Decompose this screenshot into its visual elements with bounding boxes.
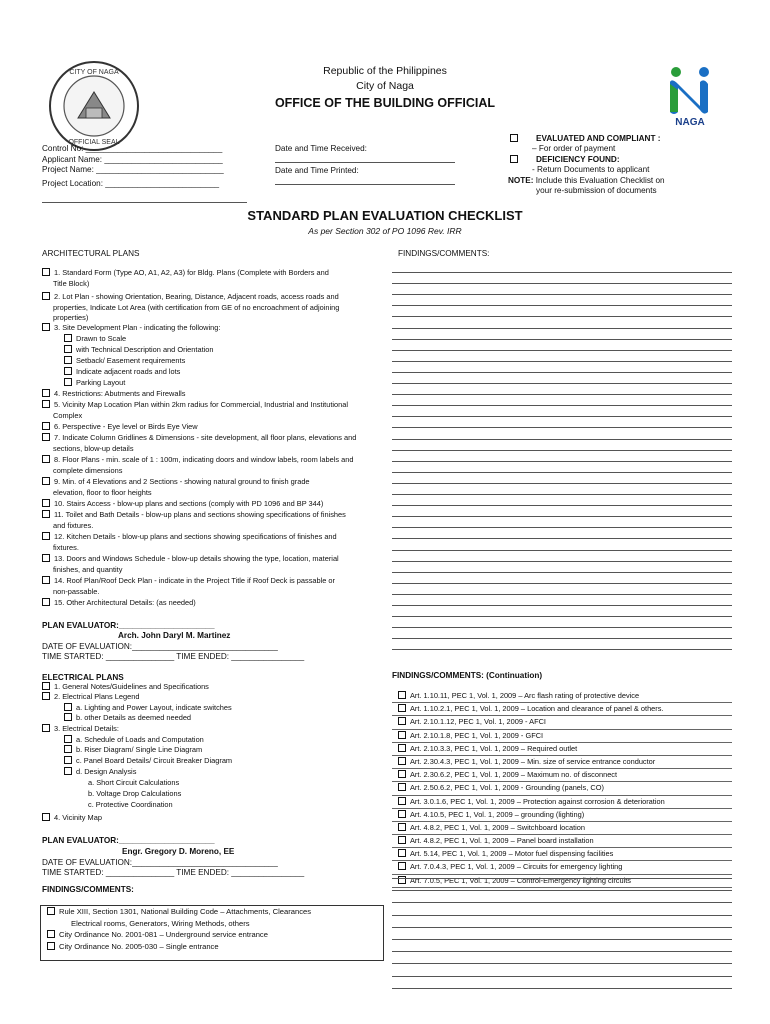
findings-line[interactable] [392, 394, 732, 395]
article-label: Art. 3.0.1.6, PEC 1, Vol. 1, 2009 – Protection against corrosion & deterioration [410, 796, 665, 806]
findings-line[interactable] [392, 461, 732, 462]
findings-line[interactable] [392, 405, 732, 406]
checkbox-icon[interactable] [398, 744, 406, 752]
article-label: Art. 4.8.2, PEC 1, Vol. 1, 2009 – Switchboard location [410, 822, 586, 832]
elec-sub-3d3: c. Protective Coordination [88, 800, 173, 809]
article-label: Art. 2.10.1.8, PEC 1, Vol. 1, 2009 - GFCI [410, 730, 544, 740]
article-label: Art. 4.10.5, PEC 1, Vol. 1, 2009 – grounding (lighting) [410, 809, 585, 819]
findings-line[interactable] [392, 494, 732, 495]
findings-line[interactable] [392, 951, 732, 952]
findings-line[interactable] [392, 450, 732, 451]
page-title: STANDARD PLAN EVALUATION CHECKLIST [247, 208, 523, 223]
elec-sub-3d2: b. Voltage Drop Calculations [88, 789, 182, 798]
arch-item-14[interactable]: 14. Roof Plan/Roof Deck Plan - indicate in the Project Title if Roof Deck is passable or non-passable. [42, 576, 372, 597]
findings-line[interactable] [392, 963, 732, 964]
elec-findings-label: FINDINGS/COMMENTS: [42, 885, 134, 894]
site-dev-sub-3[interactable]: Setback/ Easement requirements [64, 356, 185, 367]
findings-line[interactable] [392, 890, 732, 891]
findings-line[interactable] [392, 328, 732, 329]
findings-line[interactable] [392, 878, 732, 879]
evaluated-note: – For order of payment [532, 144, 616, 153]
note-line2: your re-submission of documents [536, 186, 657, 195]
elec-sub-3a[interactable]: a. Schedule of Loads and Computation [64, 735, 204, 746]
elec-evaluator-name: Engr. Gregory D. Moreno, EE [122, 847, 235, 856]
article-label: Art. 1.10.11, PEC 1, Vol. 1, 2009 – Arc flash rating of protective device [410, 691, 640, 700]
applicant-name-field[interactable]: Applicant Name: __________________________ [42, 155, 223, 164]
checkbox-icon[interactable] [398, 704, 406, 712]
arch-time[interactable]: TIME STARTED: _______________ TIME ENDED: ________________ [42, 652, 305, 661]
elec-item-4[interactable]: 4. Vicinity Map [42, 813, 372, 824]
findings-line[interactable] [392, 383, 732, 384]
arch-item-2[interactable]: 2. Lot Plan - showing Orientation, Bearing, Distance, Adjacent roads, access roads and properties, Indicate Lot Area (with certification from GE of no encroachment of adjoining properties) [42, 292, 372, 324]
site-dev-sub-5[interactable]: Parking Layout [64, 378, 125, 389]
arch-item-8[interactable]: 8. Floor Plans - min. scale of 1 : 100m, indicating doors and window labels, room labels and complete dimensions [42, 455, 372, 476]
findings-line[interactable] [392, 427, 732, 428]
rule-2[interactable]: City Ordinance No. 2001-081 – Underground service entrance [41, 929, 383, 941]
findings-line[interactable] [392, 902, 732, 903]
rule-1[interactable]: Rule XIII, Section 1301, National Building Code – Attachments, Clearances [41, 906, 383, 918]
findings-line[interactable] [392, 939, 732, 940]
findings-line[interactable] [392, 638, 732, 639]
checkbox-icon[interactable] [398, 770, 406, 778]
rule-1-cont: Electrical rooms, Generators, Wiring Methods, others [71, 918, 250, 928]
findings-line[interactable] [392, 550, 732, 551]
control-no-field[interactable]: Control No: ______________________________ [42, 144, 223, 153]
project-name-field[interactable]: Project Name: ____________________________ [42, 165, 224, 174]
findings-line[interactable] [392, 561, 732, 562]
findings-line[interactable] [392, 538, 732, 539]
findings-line[interactable] [392, 627, 732, 628]
findings-line[interactable] [392, 272, 732, 273]
deficiency-checkbox[interactable]: DEFICIENCY FOUND: [510, 154, 620, 165]
checkbox-icon[interactable] [398, 823, 406, 831]
findings-line[interactable] [392, 483, 732, 484]
svg-text:OFFICIAL SEAL: OFFICIAL SEAL [68, 139, 120, 146]
findings-line[interactable] [392, 439, 732, 440]
findings-continuation-heading: FINDINGS/COMMENTS: (Continuation) [392, 671, 543, 680]
arch-item-3[interactable]: 3. Site Development Plan - indicating the following: [42, 323, 372, 334]
findings-line[interactable] [392, 416, 732, 417]
article-item[interactable] [392, 690, 732, 703]
elec-evaluator-label: PLAN EVALUATOR:_____________________ [42, 836, 215, 845]
findings-line[interactable] [392, 339, 732, 340]
findings-line[interactable] [392, 316, 732, 317]
architectural-heading: ARCHITECTURAL PLANS [42, 249, 140, 258]
findings-line[interactable] [392, 505, 732, 506]
findings-line[interactable] [392, 372, 732, 373]
article-item[interactable] [392, 782, 732, 795]
elec-sub-3c[interactable]: c. Panel Board Details/ Circuit Breaker Diagram [64, 756, 232, 767]
elec-sub-2a[interactable]: a. Lighting and Power Layout, indicate switches [64, 703, 232, 714]
checkbox-icon[interactable] [398, 731, 406, 739]
article-label: Art. 5.14, PEC 1, Vol. 1, 2009 – Motor fuel dispensing facilities [410, 849, 614, 859]
arch-evaluator-name: Arch. John Daryl M. Martinez [118, 631, 231, 640]
elec-date-evaluation[interactable]: DATE OF EVALUATION:________________________________ [42, 858, 278, 867]
arch-item-9[interactable]: 9. Min. of 4 Elevations and 2 Sections - showing natural ground to finish grade elevation, floor to floor heights [42, 477, 372, 498]
arch-item-15[interactable]: 15. Other Architectural Details: (as needed) [42, 598, 372, 609]
elec-item-2[interactable]: 2. Electrical Plans Legend [42, 692, 372, 703]
rules-box [40, 905, 384, 961]
article-item[interactable] [392, 861, 732, 874]
findings-line[interactable] [392, 649, 732, 650]
article-item[interactable] [392, 756, 732, 769]
arch-item-4[interactable]: 4. Restrictions: Abutments and Firewalls [42, 389, 372, 400]
checkbox-icon[interactable] [398, 757, 406, 765]
header-city: City of Naga [356, 80, 414, 92]
elec-sub-3d[interactable]: d. Design Analysis [64, 767, 136, 778]
findings-line[interactable] [392, 583, 732, 584]
article-item[interactable] [392, 743, 732, 756]
elec-item-1[interactable]: 1. General Notes/Guidelines and Specifications [42, 682, 372, 693]
svg-text:NAGA: NAGA [675, 117, 705, 128]
findings-line[interactable] [392, 976, 732, 977]
checkbox-icon[interactable] [398, 783, 406, 791]
header-office: OFFICE OF THE BUILDING OFFICIAL [274, 96, 496, 110]
arch-item-13[interactable]: 13. Doors and Windows Schedule - blow-up details showing the type, location, material finishes, and quantity [42, 554, 372, 575]
elec-time[interactable]: TIME STARTED: _______________ TIME ENDED: ________________ [42, 868, 305, 877]
findings-line[interactable] [392, 927, 732, 928]
findings-line[interactable] [392, 988, 732, 989]
checkbox-icon[interactable] [398, 810, 406, 818]
arch-evaluator-label: PLAN EVALUATOR:_____________________ [42, 621, 215, 630]
findings-line[interactable] [392, 350, 732, 351]
rule-3[interactable]: City Ordinance No. 2005-030 – Single entrance [41, 941, 383, 953]
arch-item-1[interactable]: 1. Standard Form (Type AO, A1, A2, A3) for Bldg. Plans (Complete with Borders and Title Block) [42, 268, 372, 289]
arch-item-11[interactable]: 11. Toilet and Bath Details - blow-up plans and sections showing specifications of finishes and fixtures. [42, 510, 372, 531]
findings-line[interactable] [392, 605, 732, 606]
date-printed-label: Date and Time Printed: [275, 166, 359, 175]
findings-heading: FINDINGS/COMMENTS: [398, 249, 490, 258]
article-item[interactable] [392, 875, 732, 888]
elec-sub-2b[interactable]: b. other Details as deemed needed [64, 713, 191, 724]
article-label: Art. 2.30.6.2, PEC 1, Vol. 1, 2009 – Maximum no. of disconnect [410, 770, 618, 780]
findings-line[interactable] [392, 294, 732, 295]
article-label: Art. 2.10.3.3, PEC 1, Vol. 1, 2009 – Required outlet [410, 743, 578, 753]
arch-item-6[interactable]: 6. Perspective - Eye level or Birds Eye View [42, 422, 372, 433]
checkbox-icon[interactable] [398, 862, 406, 870]
svg-text:CITY OF NAGA: CITY OF NAGA [69, 69, 119, 76]
article-item[interactable] [392, 822, 732, 835]
checkbox-icon[interactable] [398, 691, 406, 699]
note-line1: NOTE: Include this Evaluation Checklist on [508, 176, 665, 185]
article-item[interactable] [392, 716, 732, 729]
article-label: Art. 1.10.2.1, PEC 1, Vol. 1, 2009 – Location and clearance of panel & others. [410, 704, 664, 714]
article-label: Art. 7.0.5, PEC 1, Vol. 1, 2009 – Control-Emergency lighting circuits [410, 875, 632, 885]
checkbox-icon[interactable] [398, 836, 406, 844]
project-location-field[interactable]: Project Location: _________________________ [42, 179, 220, 188]
findings-line[interactable] [392, 572, 732, 573]
arch-item-12[interactable]: 12. Kitchen Details - blow-up plans and sections showing specifications of finishes and fixtures. [42, 532, 372, 553]
site-dev-sub-2[interactable]: with Technical Description and Orientation [64, 345, 213, 356]
elec-sub-3d1: a. Short Circuit Calculations [88, 778, 180, 787]
arch-item-7[interactable]: 7. Indicate Column Gridlines & Dimensions - site development, all floor plans, elevations and sections, blow-up details [42, 433, 372, 454]
site-dev-sub-1[interactable]: Drawn to Scale [64, 334, 126, 345]
deficiency-note: - Return Documents to applicant [532, 165, 650, 174]
article-item[interactable] [392, 809, 732, 822]
checkbox-icon[interactable] [398, 849, 406, 857]
findings-line[interactable] [392, 516, 732, 517]
findings-line[interactable] [392, 305, 732, 306]
article-label: Art. 2.50.6.2, PEC 1, Vol. 1, 2009 - Grounding (panels, CO) [410, 783, 604, 793]
evaluated-checkbox[interactable]: EVALUATED AND COMPLIANT : [510, 133, 660, 144]
page-subtitle: As per Section 302 of PO 1096 Rev. IRR [308, 226, 462, 236]
article-label: Art. 2.30.4.3, PEC 1, Vol. 1, 2009 – Min. size of service entrance conductor [410, 756, 656, 766]
findings-line[interactable] [392, 616, 732, 617]
article-item[interactable] [392, 848, 732, 861]
article-item[interactable] [392, 796, 732, 809]
electrical-heading: ELECTRICAL PLANS [42, 673, 124, 682]
checkbox-icon[interactable] [398, 797, 406, 805]
article-label: Art. 4.8.2, PEC 1, Vol. 1, 2009 – Panel board installation [410, 836, 594, 846]
article-item[interactable] [392, 703, 732, 716]
findings-line[interactable] [392, 915, 732, 916]
checkbox-icon[interactable] [398, 717, 406, 725]
article-label: Art. 2.10.1.12, PEC 1, Vol. 1, 2009 - AFCI [410, 717, 546, 727]
elec-sub-3b[interactable]: b. Riser Diagram/ Single Line Diagram [64, 745, 202, 756]
site-dev-sub-4[interactable]: Indicate adjacent roads and lots [64, 367, 180, 378]
articles-list [392, 690, 732, 888]
article-item[interactable] [392, 730, 732, 743]
findings-line[interactable] [392, 594, 732, 595]
date-received-label: Date and Time Received: [275, 144, 367, 153]
findings-line[interactable] [392, 527, 732, 528]
findings-line[interactable] [392, 472, 732, 473]
checkbox-icon[interactable] [398, 876, 406, 884]
elec-item-3[interactable]: 3. Electrical Details: [42, 724, 372, 735]
article-item[interactable] [392, 835, 732, 848]
findings-line[interactable] [392, 361, 732, 362]
article-label: Art. 7.0.4.3, PEC 1, Vol. 1, 2009 – Circuits for emergency lighting [410, 862, 623, 872]
arch-item-10[interactable]: 10. Stairs Access - blow-up plans and sections (comply with PD 1096 and BP 344) [42, 499, 372, 510]
header-republic: Republic of the Philippines [323, 65, 447, 77]
arch-date-evaluation[interactable]: DATE OF EVALUATION:________________________________ [42, 642, 278, 651]
findings-line[interactable] [392, 283, 732, 284]
article-item[interactable] [392, 769, 732, 782]
arch-item-5[interactable]: 5. Vicinity Map Location Plan within 2km radius for Commercial, Industrial and Institutional Complex [42, 400, 372, 421]
